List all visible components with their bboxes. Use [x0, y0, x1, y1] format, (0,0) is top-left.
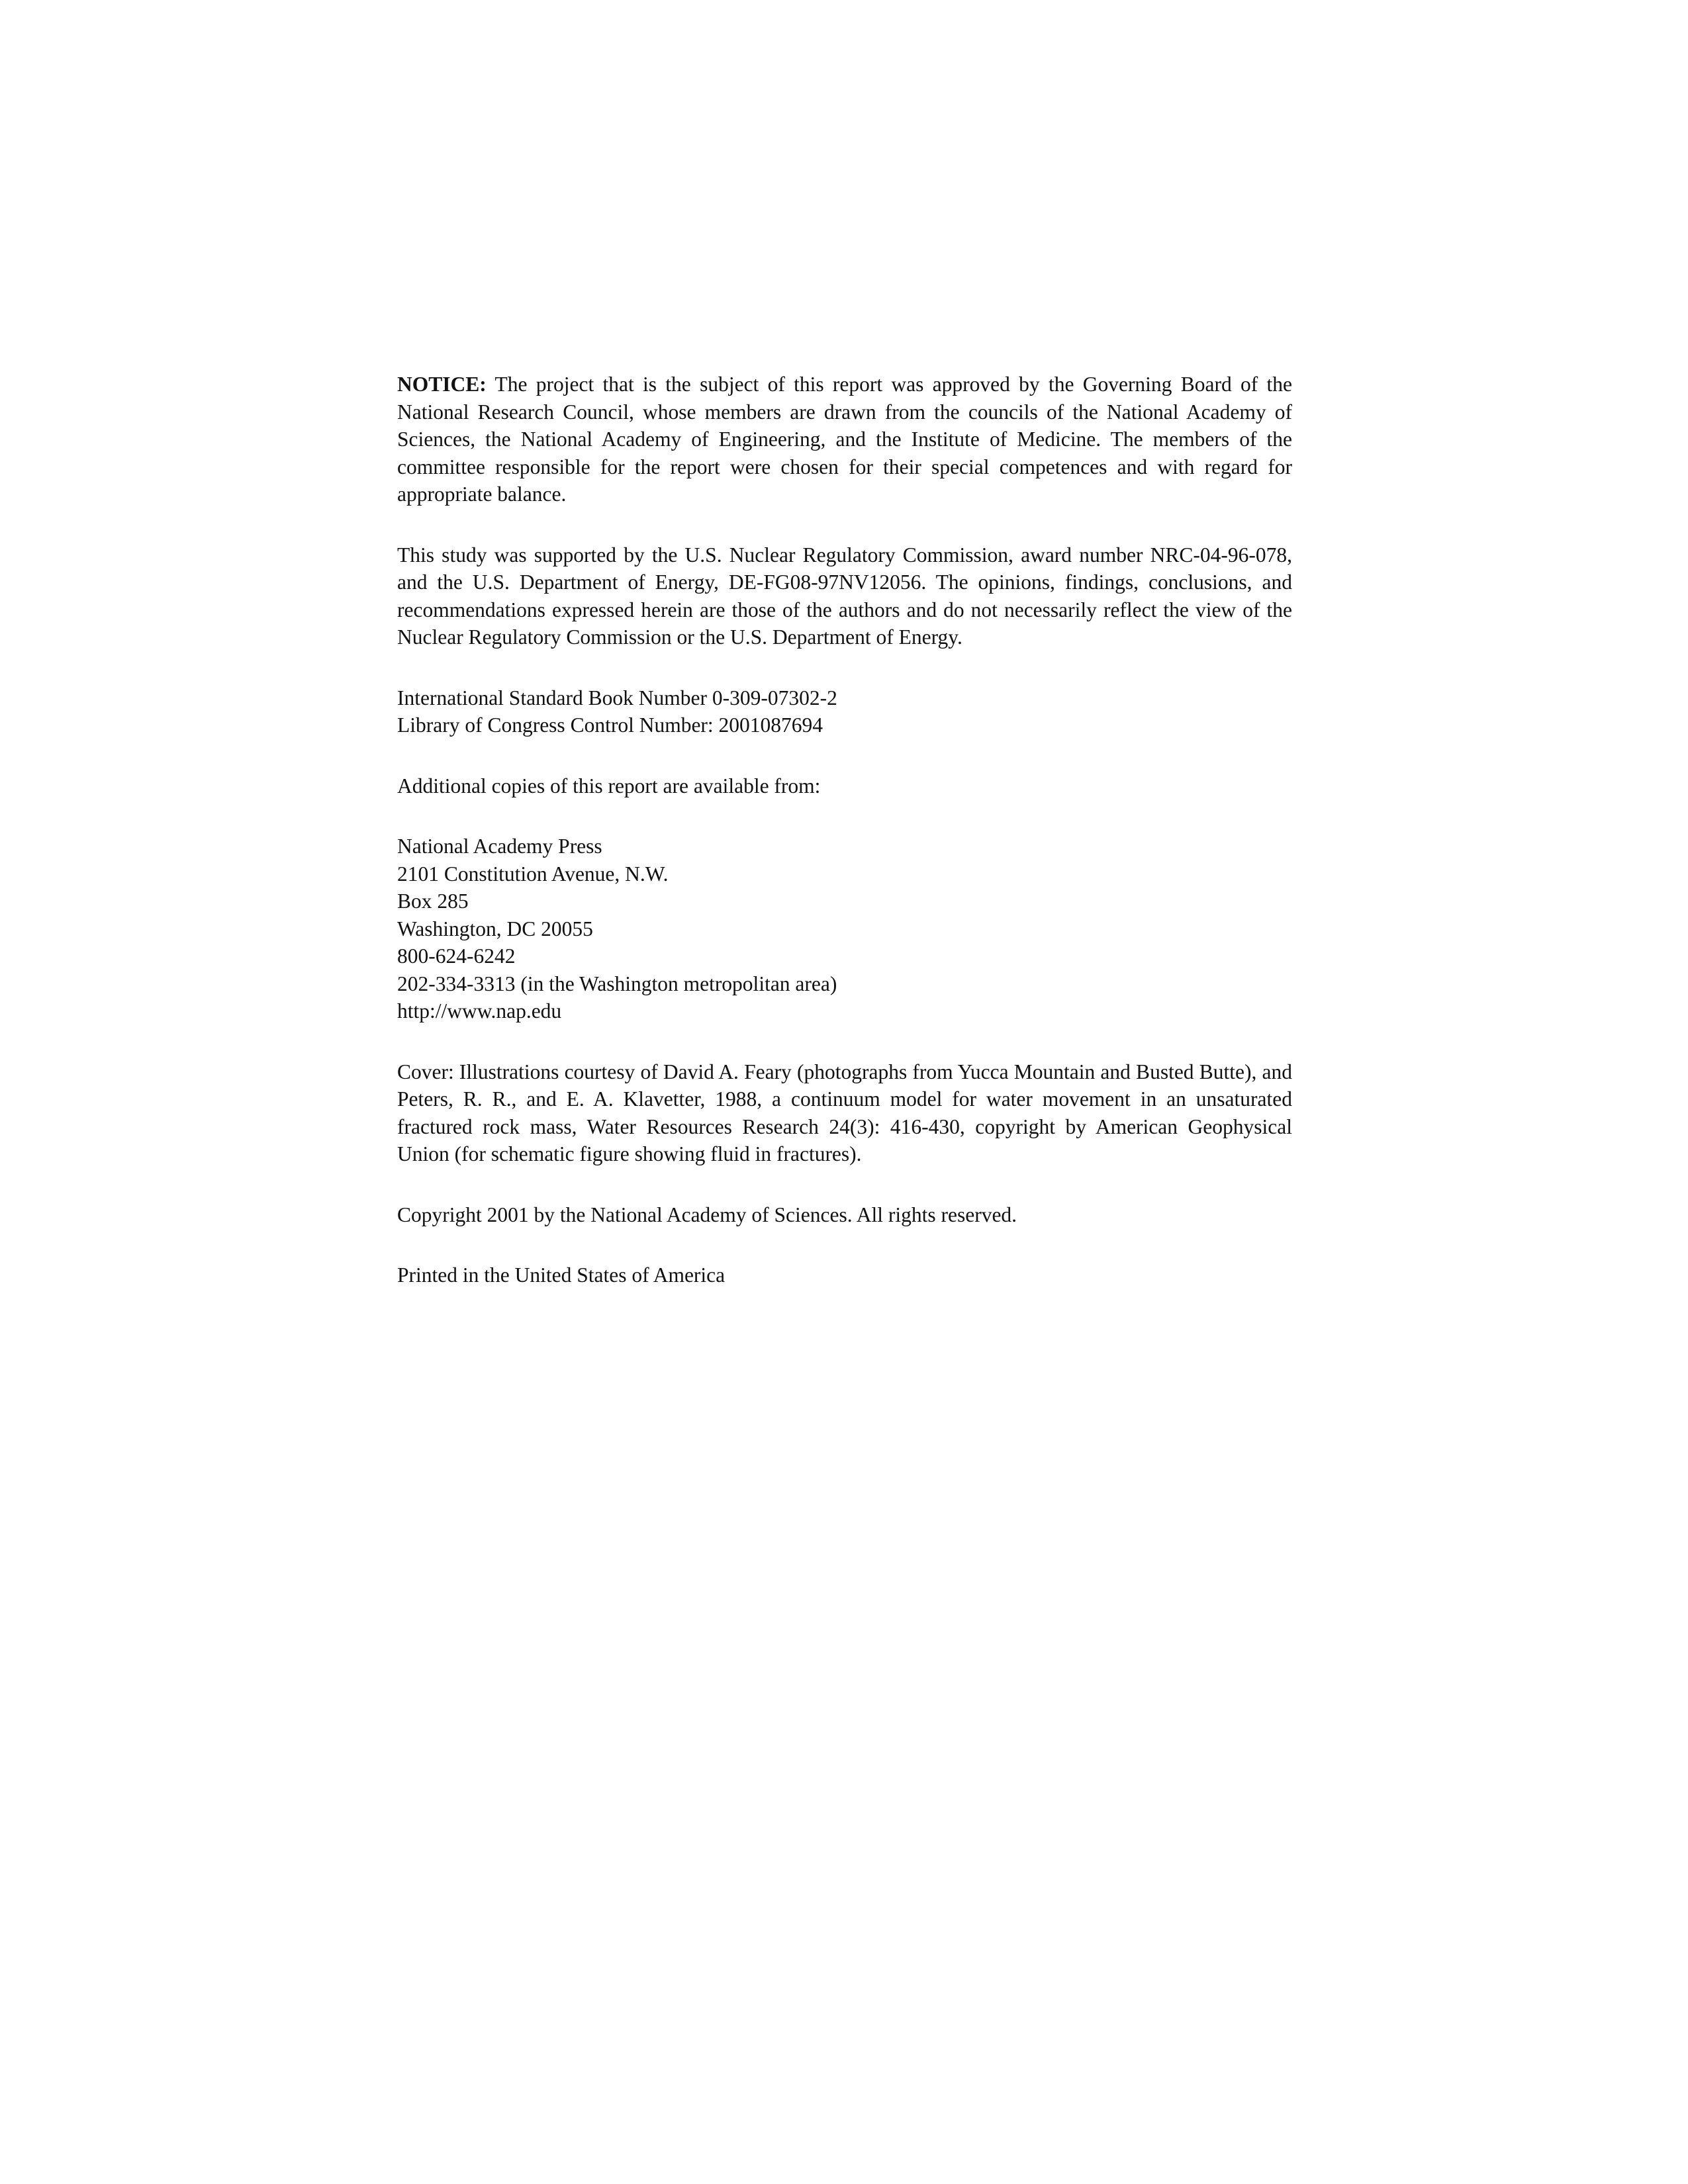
- publisher-name: National Academy Press: [397, 835, 602, 858]
- notice-paragraph: [397, 371, 1292, 508]
- publisher-phone: 800-624-6242: [397, 944, 516, 968]
- support-paragraph: This study was supported by the U.S. Nuclear Regulatory Commission, award number NRC-04-96-078, and the U.S. Department of Energy, DE-FG08-97NV12056. The opinions, findings, conclusions, and recommendations expressed herein are those of the authors and do not necessarily reflect the view of the Nuclear Regulatory Commission or the U.S. Department of Energy.: [397, 543, 1292, 649]
- publisher-city: Washington, DC 20055: [397, 917, 593, 940]
- copyright-page: [397, 371, 1292, 1322]
- notice-label: NOTICE:: [397, 373, 487, 396]
- publisher-url[interactable]: http://www.nap.edu: [397, 999, 562, 1023]
- publisher-address: [397, 833, 1292, 1025]
- publisher-box: Box 285: [397, 889, 469, 913]
- notice-text: The project that is the subject of this report was approved by the Governing Board of the National Research Council, whose members are drawn from the councils of the National Academy of Sciences, the National Academy of Engineering, and the Institute of Medicine. The members of the committee responsible for the report were chosen for their special competences and with regard for appropriate balance.: [397, 373, 1292, 506]
- lccn: Library of Congress Control Number: 2001087694: [397, 713, 823, 737]
- publisher-street: 2101 Constitution Avenue, N.W.: [397, 862, 669, 886]
- printed-notice: Printed in the United States of America: [397, 1263, 726, 1287]
- publisher-phone-local: 202-334-3313 (in the Washington metropolitan area): [397, 972, 837, 995]
- copyright-notice: Copyright 2001 by the National Academy of Sciences. All rights reserved.: [397, 1203, 1017, 1226]
- availability-note: Additional copies of this report are available from:: [397, 774, 821, 797]
- isbn: International Standard Book Number 0-309-07302-2: [397, 686, 837, 709]
- book-numbers: [397, 684, 1292, 739]
- cover-credit: Cover: Illustrations courtesy of David A. Feary (photographs from Yucca Mountain and Busted Butte), and Peters, R. R., and E. A. Klavetter, 1988, a continuum model for water movement in an unsaturated fractured rock mass, Water Resources Research 24(3): 416-430, copyright by American Geophysical Union (for schematic figure showing fluid in fractures).: [397, 1060, 1292, 1165]
